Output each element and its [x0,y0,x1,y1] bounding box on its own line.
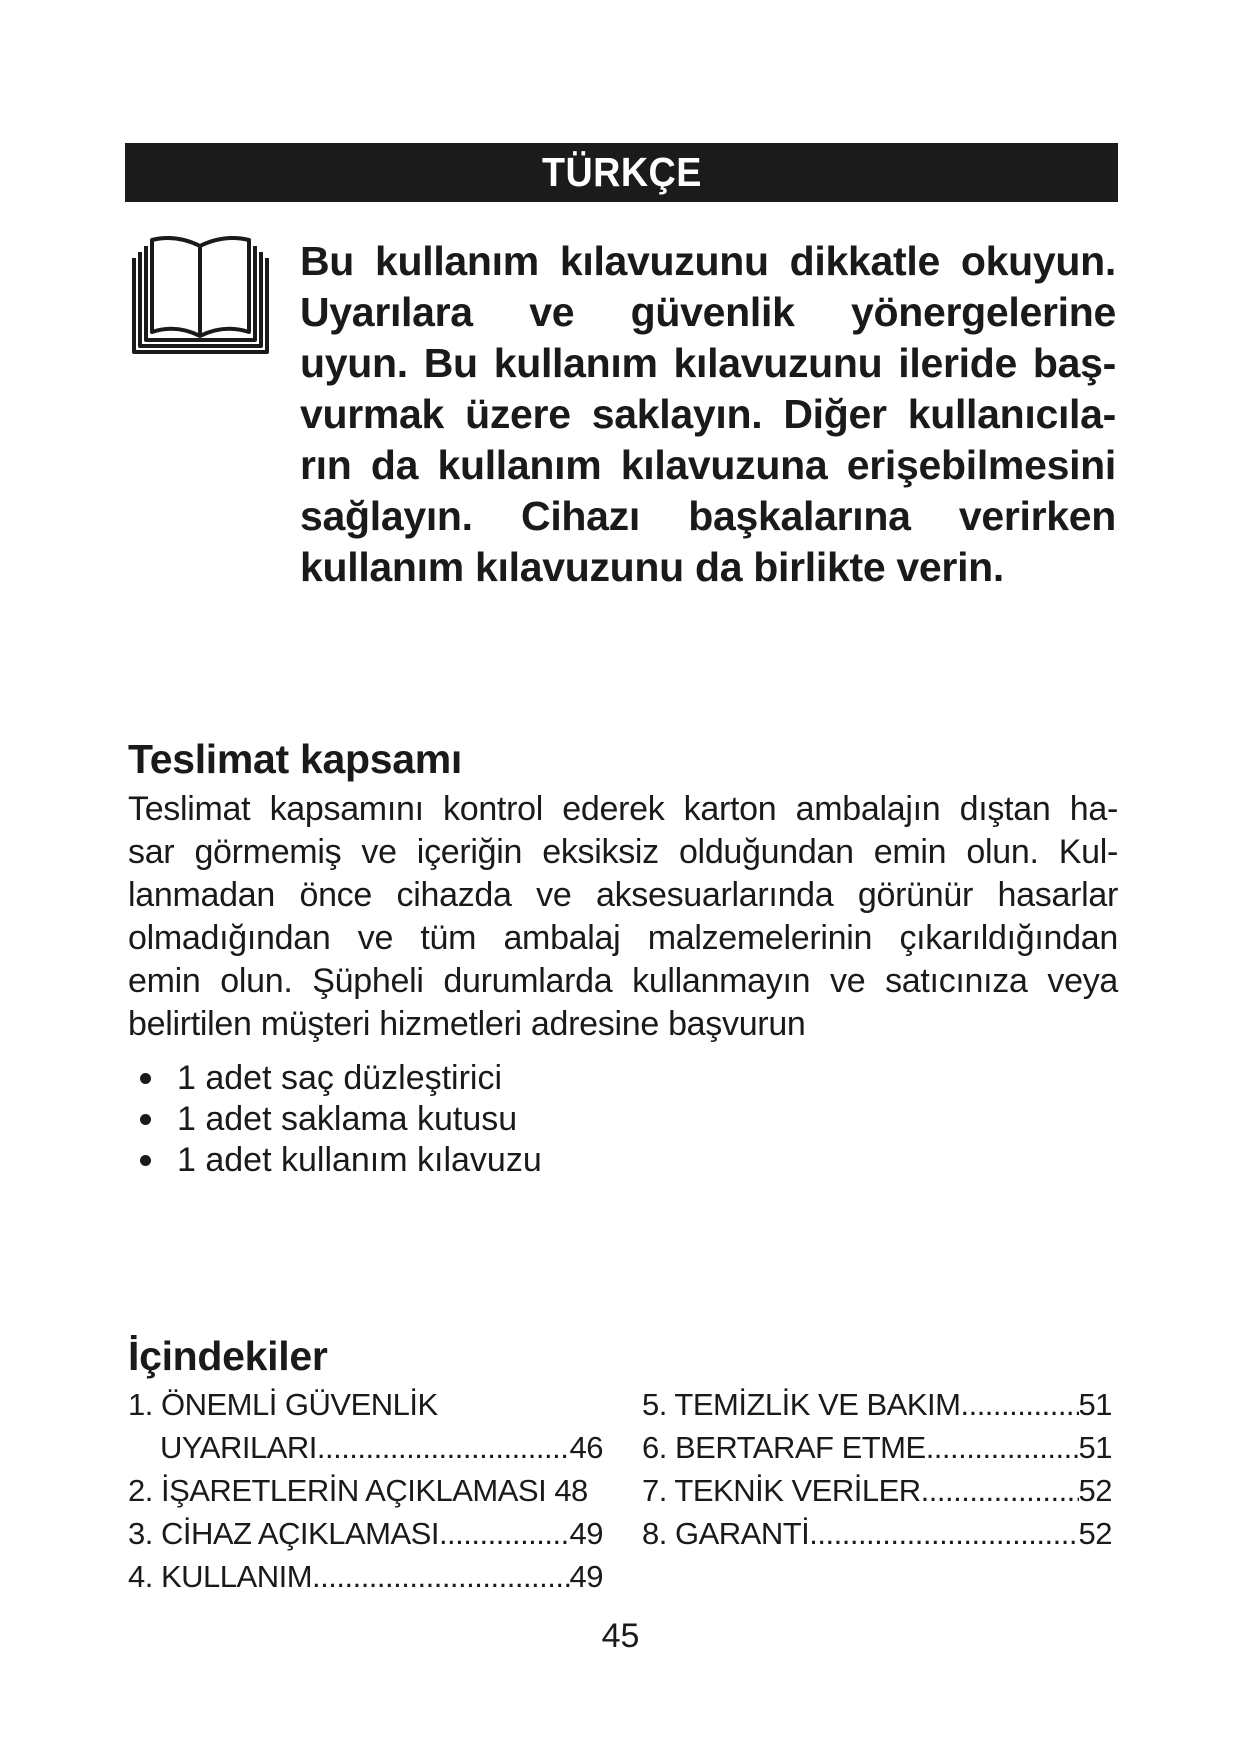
toc-entry[interactable] [128,1512,603,1555]
toc-entry-page: 51 [1078,1387,1112,1422]
language-title: TÜRKÇE [541,149,702,195]
list-item [140,1099,542,1140]
toc-leader-dots [921,1469,1079,1512]
toc-entry-page: 49 [569,1516,603,1551]
toc-entry-label: 6. BERTARAF ETME [642,1430,926,1465]
toc-entry-page: 52 [1078,1473,1112,1508]
intro-line: Bu kullanım kılavuzunu dikkatle okuyun. [300,238,1116,284]
delivery-line: lanmadan önce cihazda ve aksesuarlarında görünür hasarlar [128,876,1118,914]
toc-entry[interactable] [642,1426,1112,1469]
list-item [140,1140,542,1181]
toc-title: İçindekiler [128,1333,328,1379]
toc-entry[interactable] [128,1469,603,1512]
intro-paragraph [300,236,1116,593]
bullet-icon [140,1114,151,1125]
delivery-line: Teslimat kapsamını kontrol ederek karton ambalajın dıştan ha- [128,790,1118,828]
toc-entry-label: 1. ÖNEMLİ GÜVENLİK [128,1387,438,1422]
toc-entry-page: 52 [1078,1516,1112,1551]
toc-entry[interactable] [128,1383,603,1426]
toc-entry-label: UYARILARI [160,1430,317,1465]
toc-entry-page: 46 [569,1430,603,1465]
toc-entry-label: 2. İŞARETLERİN AÇIKLAMASI 48 [128,1473,588,1508]
delivery-line: emin olun. Şüpheli durumlarda kullanmayın ve satıcınıza veya [128,962,1118,1000]
list-item-label: 1 adet kullanım kılavuzu [177,1141,542,1179]
toc-entry[interactable] [642,1512,1112,1555]
toc-leader-dots [960,1383,1078,1426]
toc-entry[interactable] [642,1383,1112,1426]
toc-entry-page: 49 [569,1559,603,1594]
intro-line: sağlayın. Cihazı başkalarına verirken [300,493,1116,539]
intro-line: vurmak üzere saklayın. Diğer kullanıcıla- [300,391,1116,437]
toc-entry-page: 51 [1078,1430,1112,1465]
toc-leader-dots [317,1426,570,1469]
toc-entry[interactable] [642,1469,1112,1512]
toc-entry-label: 4. KULLANIM [128,1559,313,1594]
page-number: 45 [601,1617,640,1655]
toc-entry[interactable] [128,1555,603,1598]
delivery-line: olmadığından ve tüm ambalaj malzemelerinin çıkarıldığından [128,919,1118,957]
toc-entry-label: 7. TEKNİK VERİLER [642,1473,921,1508]
book-icon [130,236,271,356]
delivery-line: sar görmemiş ve içeriğin eksiksiz olduğundan emin olun. Kul- [128,833,1118,871]
delivery-section-title: Teslimat kapsamı [128,736,462,782]
toc-leader-dots [312,1555,570,1598]
toc-column-left [128,1383,603,1598]
intro-line: rın da kullanım kılavuzuna erişebilmesini [300,442,1116,488]
bullet-icon [140,1155,151,1166]
language-header-bar [125,143,1118,202]
delivery-paragraph [128,788,1118,1046]
intro-line: Uyarılara ve güvenlik yönergelerine [300,289,1116,335]
toc-leader-dots [926,1426,1079,1469]
list-item-label: 1 adet saç düzleştirici [177,1059,503,1097]
bullet-icon [140,1073,151,1084]
toc-entry-label: 8. GARANTİ [642,1516,810,1551]
list-item [140,1058,542,1099]
list-item-label: 1 adet saklama kutusu [177,1100,518,1138]
delivery-line: belirtilen müşteri hizmetleri adresine başvurun [128,1005,806,1043]
toc-column-right [642,1383,1112,1555]
intro-line: uyun. Bu kullanım kılavuzunu ileride baş- [300,340,1116,386]
delivery-items-list [140,1058,542,1181]
toc-entry[interactable] [128,1426,603,1469]
intro-line: kullanım kılavuzunu da birlikte verin. [300,544,1005,590]
toc-entry-label: 5. TEMİZLİK VE BAKIM [642,1387,961,1422]
toc-entry-label: 3. CİHAZ AÇIKLAMASI [128,1516,439,1551]
toc-leader-dots [809,1512,1078,1555]
toc-leader-dots [439,1512,570,1555]
